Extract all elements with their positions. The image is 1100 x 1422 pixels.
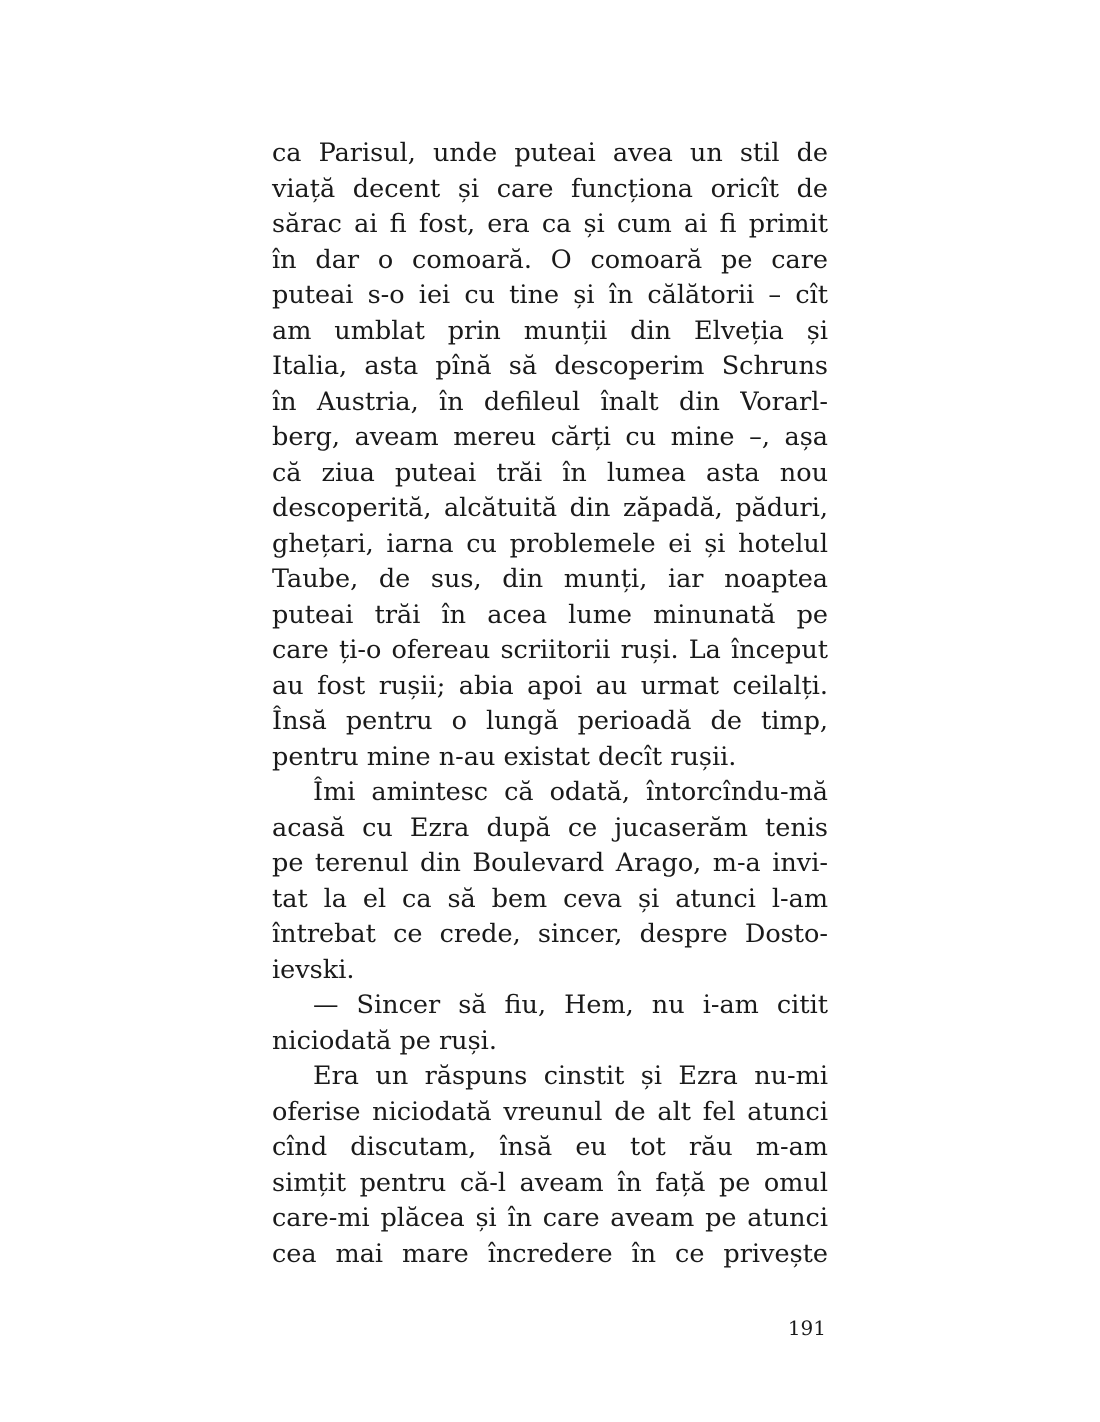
paragraph [272, 775, 828, 988]
text-line: că ziua puteai trăi în lumea asta nou [272, 457, 828, 488]
text-line: viață decent și care funcționa oricît de [272, 173, 828, 204]
text-line: oferise niciodată vreunul de alt fel atunci [272, 1096, 828, 1127]
page-number: 191 [787, 1316, 826, 1340]
text-line: ievski. [272, 954, 355, 985]
text-line: simțit pentru că-l aveam în față pe omul [272, 1167, 828, 1198]
paragraph [272, 988, 828, 1059]
text-line: care ți-o ofereau scriitorii ruși. La început [272, 635, 828, 665]
text-line: care-mi plăcea și în care aveam pe atunci [272, 1203, 828, 1233]
text-line: puteai s-o iei cu tine și în călătorii – cît [272, 280, 828, 310]
text-line: au fost rușii; abia apoi au urmat ceilalți. [272, 670, 828, 701]
text-line: Era un răspuns cinstit și Ezra nu-mi [313, 1061, 828, 1091]
text-line: Însă pentru o lungă perioadă de timp, [272, 706, 828, 736]
text-line: Italia, asta pînă să descoperim Schruns [272, 351, 828, 381]
text-line: berg, aveam mereu cărți cu mine –, așa [272, 422, 828, 452]
text-line: în dar o comoară. O comoară pe care [272, 244, 828, 275]
text-line: pe terenul din Boulevard Arago, m-a invi- [272, 848, 828, 878]
text-line: întrebat ce crede, sincer, despre Dosto- [272, 919, 828, 949]
text-line: niciodată pe ruși. [272, 1025, 497, 1056]
text-line: ca Parisul, unde puteai avea un stil de [272, 138, 828, 168]
body-text [272, 136, 828, 1272]
text-line: puteai trăi în acea lume minunată pe [272, 599, 828, 630]
text-line: descoperită, alcătuită din zăpadă, păduri, [272, 493, 828, 523]
text-line: în Austria, în defileul înalt din Vorarl- [272, 386, 828, 417]
text-line: sărac ai fi fost, era ca și cum ai fi primit [272, 209, 828, 239]
text-line: am umblat prin munții din Elveția și [272, 315, 828, 346]
text-line: pentru mine n-au existat decît rușii. [272, 741, 737, 772]
text-line: cea mai mare încredere în ce privește [272, 1238, 828, 1269]
text-line: tat la el ca să bem ceva și atunci l-am [272, 883, 828, 914]
text-line: ghețari, iarna cu problemele ei și hotelul [272, 528, 828, 559]
paragraph [272, 136, 828, 775]
text-line: acasă cu Ezra după ce jucaserăm tenis [272, 812, 828, 843]
text-line: cînd discutam, însă eu tot rău m-am [272, 1132, 828, 1162]
text-line: Îmi amintesc că odată, întorcîndu-mă [313, 777, 828, 807]
text-line: — Sincer să fiu, Hem, nu i-am citit [313, 990, 828, 1020]
text-line: Taube, de sus, din munți, iar noaptea [272, 564, 828, 594]
paragraph [272, 1059, 828, 1272]
